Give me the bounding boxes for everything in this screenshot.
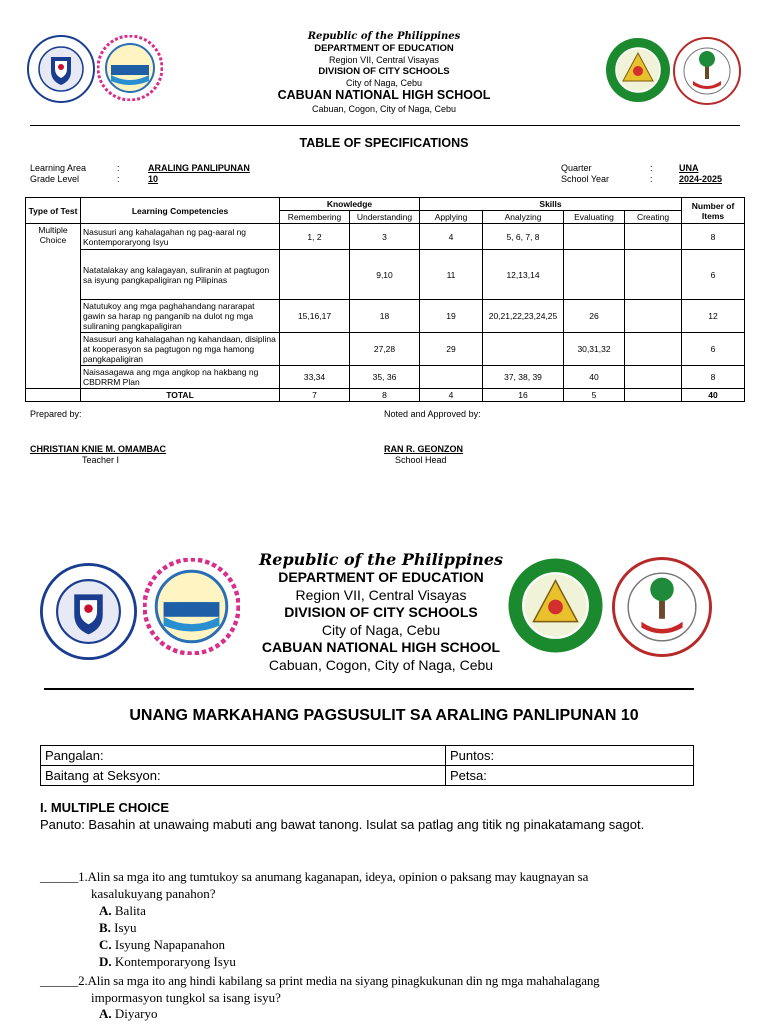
school-year-label: School Year bbox=[561, 174, 610, 184]
header-type: Type of Test bbox=[26, 198, 81, 224]
approver-name: RAN R. GEONZON bbox=[384, 444, 464, 454]
approver-title: School Head bbox=[395, 455, 447, 465]
name-field[interactable]: Pangalan: bbox=[41, 746, 446, 766]
table-row bbox=[26, 300, 745, 333]
competency-cell: Natutukoy ang mga paghahandang nararapat gawin sa harap ng panganib na dulot ng mga suliraning pangkapaligiran bbox=[81, 300, 280, 333]
applying-cell: 19 bbox=[420, 300, 483, 333]
competency-cell: Nasusuri ang kahalagahan ng pag-aaral ng Kontemporaryong Isyu bbox=[81, 224, 280, 250]
header-divider-bottom bbox=[44, 688, 694, 690]
creating-cell bbox=[625, 333, 682, 366]
noted-by-label: Noted and Approved by: bbox=[384, 409, 481, 419]
understanding-cell: 35, 36 bbox=[350, 366, 420, 389]
remembering-cell: 1, 2 bbox=[280, 224, 350, 250]
header-understanding: Understanding bbox=[350, 211, 420, 224]
creating-cell bbox=[625, 300, 682, 333]
exam-title: UNANG MARKAHANG PAGSUSULIT SA ARALING PANLIPUNAN 10 bbox=[129, 707, 639, 724]
republic-title-small: Republic of the Philippines bbox=[307, 31, 461, 42]
analyzing-cell: 12,13,14 bbox=[483, 250, 564, 300]
header-creating: Creating bbox=[625, 211, 682, 224]
colon: : bbox=[117, 174, 120, 184]
question-2-line-2: impormasyon tungkol sa isang isyu? bbox=[91, 990, 281, 1005]
division-title-large: DIVISION OF CITY SCHOOLS bbox=[284, 604, 478, 620]
quarter-value: UNA bbox=[679, 163, 699, 173]
score-field[interactable]: Puntos: bbox=[446, 746, 694, 766]
address-small: Cabuan, Cogon, City of Naga, Cebu bbox=[311, 104, 457, 114]
competency-cell: Nasusuri ang kahalagahan ng kahandaan, disiplina at kooperasyon sa pagtugon ng mga hamong pangkapaligiran bbox=[81, 333, 280, 366]
evaluating-cell: 40 bbox=[564, 366, 625, 389]
question-2-option-a[interactable]: A. Diyaryo bbox=[99, 1006, 158, 1021]
items-cell: 12 bbox=[682, 300, 745, 333]
region-title-large: Region VII, Central Visayas bbox=[295, 587, 467, 603]
items-cell: 8 bbox=[682, 224, 745, 250]
evaluating-cell bbox=[564, 224, 625, 250]
applying-cell: 4 bbox=[420, 224, 483, 250]
competency-cell: Natatalakay ang kalagayan, suliranin at pagtugon sa isyung pangkapaligiran ng Pilipinas bbox=[81, 250, 280, 300]
total-evaluating: 5 bbox=[564, 389, 625, 402]
header-divider-top bbox=[30, 125, 740, 126]
creating-cell bbox=[625, 366, 682, 389]
items-cell: 6 bbox=[682, 250, 745, 300]
header-analyzing: Analyzing bbox=[483, 211, 564, 224]
colon: : bbox=[650, 174, 653, 184]
total-analyzing: 16 bbox=[483, 389, 564, 402]
deped-seal-large bbox=[40, 563, 137, 660]
region-vii-seal-large bbox=[143, 558, 240, 655]
header-knowledge: Knowledge bbox=[280, 198, 420, 211]
preparer-title: Teacher I bbox=[82, 455, 120, 465]
question-1-option-d[interactable]: D. Kontemporaryong Isyu bbox=[99, 954, 236, 969]
evaluating-cell bbox=[564, 250, 625, 300]
understanding-cell: 3 bbox=[350, 224, 420, 250]
question-1-option-c[interactable]: C. Isyung Napapanahon bbox=[99, 937, 225, 952]
remembering-cell bbox=[280, 250, 350, 300]
school-seal-large bbox=[612, 557, 712, 657]
header-remembering: Remembering bbox=[280, 211, 350, 224]
colon: : bbox=[117, 163, 120, 173]
school-year-value: 2024-2025 bbox=[679, 174, 723, 184]
prepared-by-label: Prepared by: bbox=[30, 409, 82, 419]
city-title-large: City of Naga, Cebu bbox=[321, 622, 441, 638]
section-field[interactable]: Baitang at Seksyon: bbox=[41, 766, 446, 786]
total-items: 40 bbox=[682, 389, 745, 402]
address-large: Cabuan, Cogon, City of Naga, Cebu bbox=[268, 657, 494, 673]
question-1-line-1: ______1.Alin sa mga ito ang tumtukoy sa anumang kaganapan, ideya, opinion o paksang may kaugnayan sa bbox=[40, 869, 589, 884]
table-header-row bbox=[26, 198, 745, 211]
table-row bbox=[41, 766, 694, 786]
date-field[interactable]: Petsa: bbox=[446, 766, 694, 786]
applying-cell bbox=[420, 366, 483, 389]
part-title: I. MULTIPLE CHOICE bbox=[40, 800, 170, 815]
analyzing-cell: 5, 6, 7, 8 bbox=[483, 224, 564, 250]
remembering-cell bbox=[280, 333, 350, 366]
total-creating bbox=[625, 389, 682, 402]
table-row bbox=[41, 746, 694, 766]
school-title-large: CABUAN NATIONAL HIGH SCHOOL bbox=[261, 639, 501, 655]
analyzing-cell bbox=[483, 333, 564, 366]
total-applying: 4 bbox=[420, 389, 483, 402]
student-info-table bbox=[40, 745, 694, 786]
department-title-small: DEPARTMENT OF EDUCATION bbox=[314, 43, 454, 54]
header-evaluating: Evaluating bbox=[564, 211, 625, 224]
total-remembering: 7 bbox=[280, 389, 350, 402]
items-cell: 6 bbox=[682, 333, 745, 366]
region-title-small: Region VII, Central Visayas bbox=[329, 55, 439, 65]
total-row bbox=[26, 389, 745, 402]
colon: : bbox=[650, 163, 653, 173]
school-title-small: CABUAN NATIONAL HIGH SCHOOL bbox=[277, 88, 491, 102]
remembering-cell: 33,34 bbox=[280, 366, 350, 389]
tos-title: TABLE OF SPECIFICATIONS bbox=[299, 136, 469, 150]
applying-cell: 29 bbox=[420, 333, 483, 366]
analyzing-cell: 20,21,22,23,24,25 bbox=[483, 300, 564, 333]
grade-level-label: Grade Level bbox=[30, 174, 80, 184]
competency-cell: Naisasagawa ang mga angkop na hakbang ng CBDRRM Plan bbox=[81, 366, 280, 389]
question-2-line-1: ______2.Alin sa mga ito ang hindi kabilang sa print media na siyang pinagkukunan din ng mga mahahalagang bbox=[40, 973, 600, 988]
tos-table bbox=[25, 197, 745, 402]
preparer-name: CHRISTIAN KNIE M. OMAMBAC bbox=[30, 444, 166, 454]
table-row bbox=[26, 366, 745, 389]
city-title-small: City of Naga, Cebu bbox=[345, 78, 423, 88]
header-skills: Skills bbox=[420, 198, 682, 211]
table-row bbox=[26, 250, 745, 300]
question-1-option-b[interactable]: B. Isyu bbox=[99, 920, 137, 935]
republic-title-large: Republic of the Philippines bbox=[258, 550, 504, 569]
type-cell: Multiple Choice bbox=[26, 224, 81, 389]
total-understanding: 8 bbox=[350, 389, 420, 402]
department-title-large: DEPARTMENT OF EDUCATION bbox=[278, 569, 484, 585]
grade-level-value: 10 bbox=[148, 174, 159, 184]
understanding-cell: 27,28 bbox=[350, 333, 420, 366]
understanding-cell: 9,10 bbox=[350, 250, 420, 300]
header-applying: Applying bbox=[420, 211, 483, 224]
question-1-option-a[interactable]: A. Balita bbox=[99, 903, 146, 918]
table-row bbox=[26, 224, 745, 250]
instructions: Panuto: Basahin at unawaing mabuti ang bawat tanong. Isulat sa patlag ang titik ng pinakatamang sagot. bbox=[40, 817, 645, 832]
header-number-items: Number of Items bbox=[682, 198, 745, 224]
understanding-cell: 18 bbox=[350, 300, 420, 333]
creating-cell bbox=[625, 224, 682, 250]
quarter-label: Quarter bbox=[561, 163, 592, 173]
evaluating-cell: 30,31,32 bbox=[564, 333, 625, 366]
learning-area-label: Learning Area bbox=[30, 163, 87, 173]
creating-cell bbox=[625, 250, 682, 300]
remembering-cell: 15,16,17 bbox=[280, 300, 350, 333]
total-label: TOTAL bbox=[81, 389, 280, 402]
items-cell: 8 bbox=[682, 366, 745, 389]
question-1-line-2: kasalukuyang panahon? bbox=[91, 886, 216, 901]
table-row bbox=[26, 333, 745, 366]
division-title-small: DIVISION OF CITY SCHOOLS bbox=[318, 66, 450, 77]
analyzing-cell: 37, 38, 39 bbox=[483, 366, 564, 389]
applying-cell: 11 bbox=[420, 250, 483, 300]
header-competencies: Learning Competencies bbox=[81, 198, 280, 224]
evaluating-cell: 26 bbox=[564, 300, 625, 333]
learning-area-value: ARALING PANLIPUNAN bbox=[148, 163, 250, 173]
